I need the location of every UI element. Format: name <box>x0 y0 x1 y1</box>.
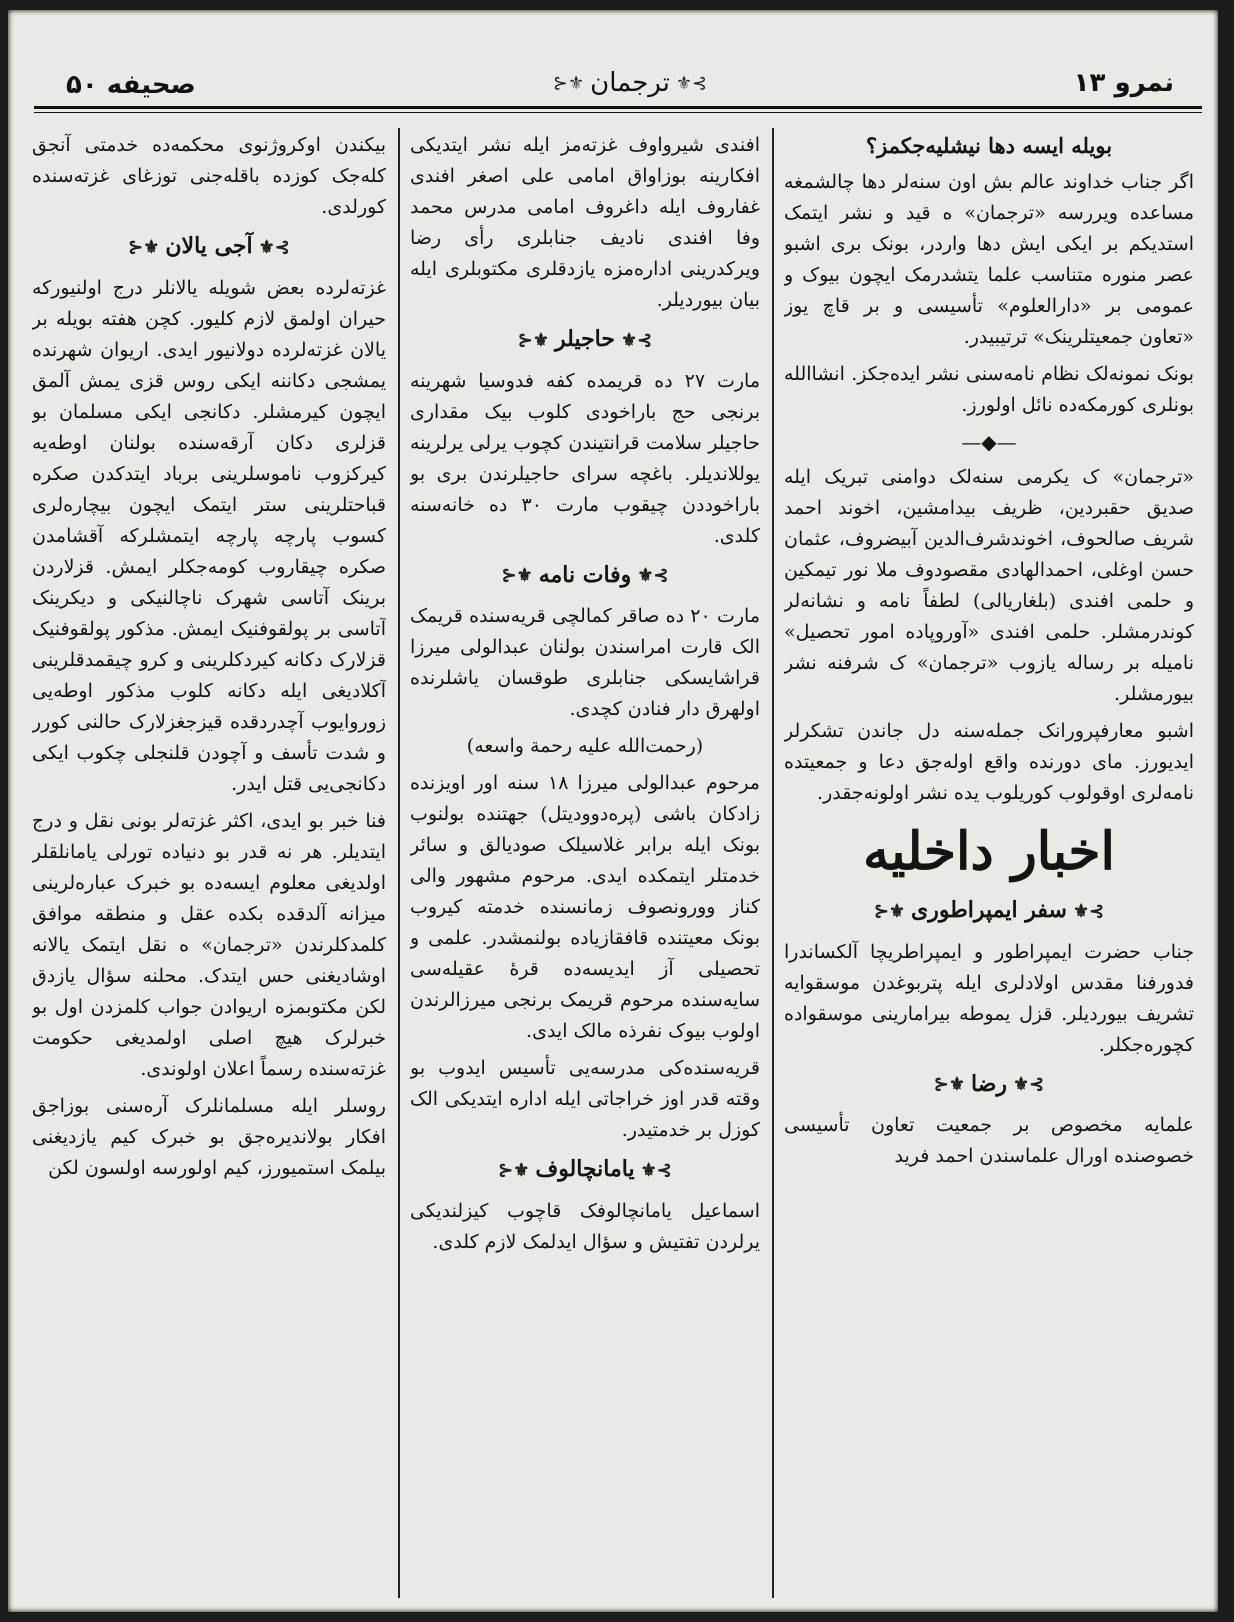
ornament-icon: ⚜⊰ <box>933 1074 965 1095</box>
ornament-icon: ⊱⚜ <box>640 1159 672 1181</box>
paragraph: مارت ۲۰ ده صاقر کمالچی قریه‌سنده قریمک الک قارت امراسندن بولنان عبدالولی میرزا قراشایسکی جنابلری طوقسان یاشلرنده اولهرق دار فنادن کچدی. <box>410 605 760 720</box>
paragraph: فنا خبر بو ایدی، اکثر غزته‌لر بونی نقل و درج ایتدیلر. هر نه قدر بو دنیاده تورلی یامانلقلر اولدیغی معلوم ایسه‌ده بو خبرک عباره‌لرینی میزانه آلدقده بکده عقل و منطقه موافق کلمدکلرندن «ترجمان» ه نقل ایتمک یالانه اوشادیغنی حس ایتدک. محلنه سؤال یازدق لکن مکتوبمزه اریوادن جواب کلمزدن اول بو خبرلرک هیچ اصلی اولمدیغی حکومت غزته‌سنده رسماً اعلان اولوندی. <box>32 809 386 1080</box>
article-heading-text: وفات نامه <box>538 561 632 588</box>
section-title: اخبار داخلیه <box>863 821 1115 882</box>
paragraph: بویله ایسه دها نیشلیه‌جکمز؟ <box>865 133 1113 158</box>
ornament-icon: ⚜⊰ <box>517 329 550 351</box>
header-rule <box>34 106 1202 109</box>
column-divider <box>772 128 774 1598</box>
paragraph: بونک نمونه‌لک نظام نامه‌سنی نشر ایده‌جکز. انشاالله بونلری کورمکه‌ده نائل اولورز. <box>784 363 1194 416</box>
page-number: صحیفه ۵۰ <box>66 70 196 100</box>
ornament-icon: ⊱⚜ <box>1013 1074 1045 1095</box>
article-heading-text: رضا <box>970 1070 1007 1097</box>
separator-ornament: —◆— <box>961 430 1017 454</box>
ornament-icon: ⚜⊰ <box>501 565 533 586</box>
paragraph: افندی شیرواوف غزته‌مز ایله نشر ایتدیکی افکارینه بوزاواق امامی علی اصغر افندی غفاروف ایله داغروف امامی مدرس محمد وفا افندی نادیف جنابلری رأی رضا ویرکدرینی اداره‌مزه یازدقلری مکتوبلری ایله بیان بیوردیلر. <box>410 134 760 311</box>
column-divider <box>398 128 400 1598</box>
ornament-icon: ⊱⚜ <box>1072 900 1105 922</box>
paragraph: اشبو معارفپرورانک جمله‌سنه دل جاندن تشکرلر ایدیورز. مای دورنده واقع اوله‌جق دعا و جمعیتده نامه‌لری اوقولوب کوریلوب یده نشر اولونه‌جقدر. <box>784 720 1194 804</box>
paragraph: علمایه مخصوص بر جمعیت تعاون تأسیسی خصوصنده اورال علماسندن احمد فرید <box>784 1114 1194 1167</box>
newspaper-page <box>8 10 1218 1612</box>
paragraph: اگر جناب خداوند عالم بش اون سنه‌لر دها چالشمغه مساعده ویررسه «ترجمان» ه قید و نشر ایتمک استدیکم بر ایکی ایش دها واردر، بونک بری اشبو عصر منوره متناسب علما یتشدرمک ایچون بیوک و عمومی بر «دارالعلوم» تأسیسی و بر قاچ یوز «تعاون جمعیتلرینک» ترتیبیدر. <box>784 171 1194 348</box>
ornament-icon: ⊱⚜ <box>675 73 708 94</box>
paragraph: مارت ۲۷ ده قریمده کفه فدوسیا شهرینه برنجی حج باراخودی کلوب بیک مقداری حاجیلر سلامت قرانتیندن کچوب یرلی یرلرینه یوللاندیلر. باغچه سرای حاجیلرندن بری بو باراخوددن چیقوب مارت ۳۰ ده خانه‌سنه کلدی. <box>410 369 760 547</box>
article-heading <box>32 231 386 263</box>
newspaper-title-text: ترجمان <box>590 68 670 98</box>
ornament-icon: ⚜⊰ <box>552 73 585 94</box>
paragraph: غزته‌لرده بعض شویله یالانلر درج اولنیورکه حیران اولمق لازم کلیور. کچن هفته بویله بر یالان غزته‌لرده دولانیور ایدی. اریوان شهرنده یمشجی دکاننه ایکی روس قزی یمش آلمق ایچون کیرمشلر. دکانجی ایکی مسلمان بو قزلری دکان آرقه‌سنده بولنان اوطه‌یه کیرکزوب ناموسلرینی برباد ایتدکدن صکره قباحتلرینی ستر ایتمک ایچون بیچاره‌لری کسوب پارچه پارچه ایتمشلرکه آقشامدن صکره چیقاروب کومه‌جکلر ایمش. قزلاردن برینک آتاسی شهرک ناچالنیکی و دیکرینک آتاسی بر پولقوفنیک ایمش. مذکور پولقوفنیک قزلارک دکانه کیردکلرینی و کرو چیقمدقلرینی آکلادیغی ایله دکانه کلوب مذکور اوطه‌یی زوروایوب آچدردقده قیزجغزلارک حالنی کورر و شدت تأسف و آچودن قلنجلی چکوب ایکی دکانجی‌یی قتل ایدر. <box>32 276 386 795</box>
paragraph: قریه‌سنده‌کی مدرسه‌یی تأسیس ایدوب بو وقته قدر اوز خراجاتی ایله اداره ایتدیکی الک کوزل بر خدمتیدر. <box>410 1057 760 1141</box>
article-heading-text: آجی یالان <box>165 233 253 259</box>
paragraph: (رحمت‌الله علیه رحمة واسعه) <box>466 735 704 757</box>
article-heading-text: سفر ایمپراطوری <box>911 897 1067 923</box>
article-heading <box>784 895 1194 927</box>
ornament-icon: ⚜⊰ <box>498 1159 530 1181</box>
article-heading-text: یامانچالوف <box>535 1156 635 1182</box>
article-heading <box>410 324 760 356</box>
paragraph: جناب حضرت ایمپراطور و ایمپراطریچا آلکساندرا فدورفنا مقدس اولادلری ایله پتربوغدن موسقوایه تشریف بیوردیلر. قزل یموطه بیرامارینی موسقواده کچوره‌جکلر. <box>784 940 1194 1056</box>
header-rule-thin <box>34 112 1202 113</box>
column-middle <box>410 130 760 1610</box>
article-heading <box>410 560 760 592</box>
column-right <box>784 130 1194 1610</box>
ornament-icon: ⊱⚜ <box>620 329 653 351</box>
column-left <box>32 130 386 1610</box>
paragraph: مرحوم عبدالولی میرزا ۱۸ سنه اور اویزنده زادکان باشی (پره‌دوودیتل) جهتنده بولنوب بونک ایله برابر غلاسیلک صودیالق و سائر خدمتلر ایتمکده ایدی. مرحوم مشهور والی کناز وورونصوف زمانسنده خدمته کیروب بونک معیتنده قافقازیاده بولنمشدر. علمی و تحصیلی آز ایدیسه‌ده قرهٔ عقیله‌سی سایه‌سنده مرحوم قریمک برنجی میرزالرندن اولوب بیوک نفرذه مالک ایدی. <box>410 772 760 1042</box>
article-heading <box>784 1069 1194 1101</box>
ornament-icon: ⊱⚜ <box>258 236 290 258</box>
issue-number: نمرو ۱۳ <box>1073 68 1174 98</box>
paragraph: اسماعیل یامانچالوفک قاچوب کیزلندیکی یرلردن تفتیش و سؤال ایدلمک لازم کلدی. <box>410 1199 760 1253</box>
ornament-icon: ⚜⊰ <box>873 900 906 922</box>
ornament-icon: ⊱⚜ <box>637 565 669 586</box>
paragraph: روسلر ایله مسلمانلرک آره‌سنی بوزاجق افکار بولاندیره‌جق بو خبرک کیم یازدیغنی بیلمک استمیورز، کیم اولورسه اولسون لکن <box>32 1094 386 1179</box>
newspaper-title <box>520 68 740 98</box>
ornament-icon: ⚜⊰ <box>128 236 160 258</box>
paragraph: «ترجمان» ک یکرمی سنه‌لک دوامنی تبریک ایله صدیق حقبردین، ظریف بیدامشین، اخوند احمد شریف صالحوف، اخوندشرف‌الدین آبیضروف، عثمان حسن اوغلی، احمدالهادی مقصودوف ملا نور تیمکین و حلمی افندی (بلغاریالی) لطفاً نامه و نشانه‌لر کوندرمشلر. حلمی افندی «آوروپاده امور تحصیل» نامیله بر رساله یازوب «ترجمان» ک شرفنه نشر بیورمشلر. <box>784 466 1194 705</box>
article-heading-text: حاجیلر <box>555 326 615 352</box>
article-heading <box>410 1154 760 1186</box>
paragraph: بیکندن اوکروژنوی محکمه‌ده خدمتی آنجق کله‌جک کوزده باقله‌جنی توزغای غزته‌سنده کورلدی. <box>32 134 386 218</box>
